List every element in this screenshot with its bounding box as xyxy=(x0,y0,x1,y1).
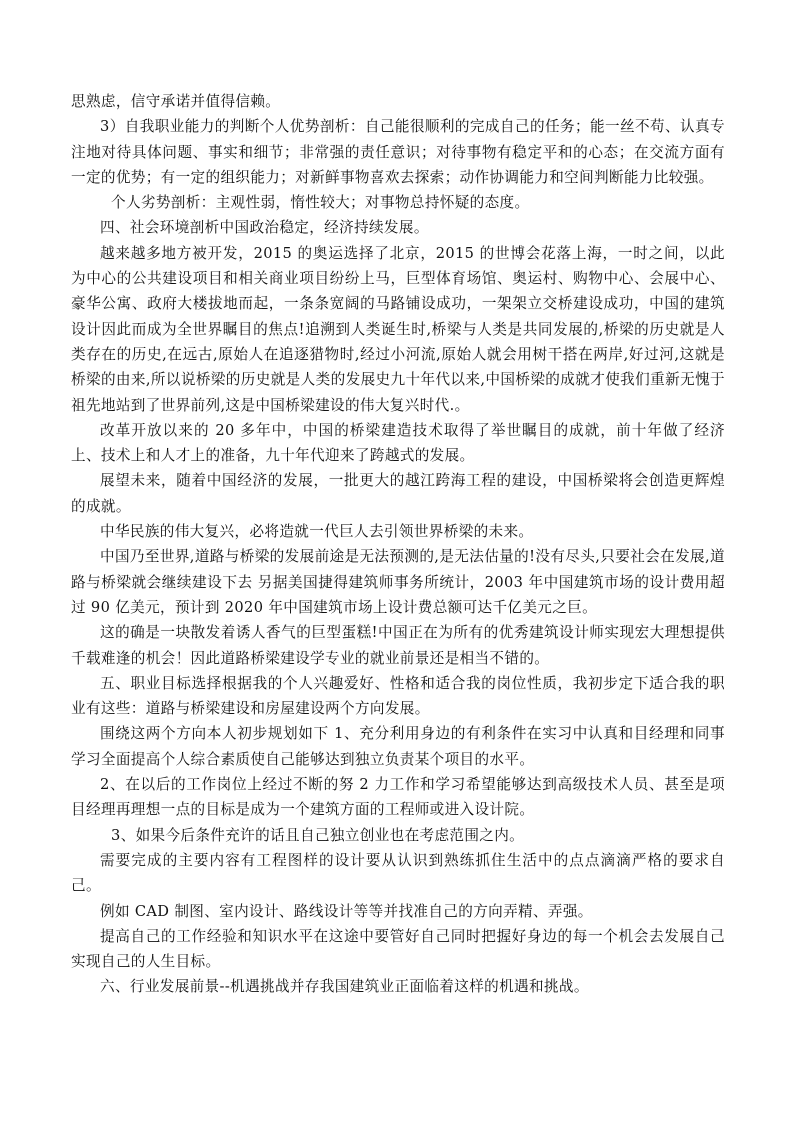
paragraph-section-4-heading: 四、社会环境剖析中国政治稳定，经济持续发展。 xyxy=(100,219,429,237)
paragraph-reform-bridges: 改革开放以来的 20 多年中，中国的桥梁建造技术取得了举世瞩目的成就，前十年做了经济上、技术上和人才上的准备，九十年代迎来了跨越式的发展。 xyxy=(71,421,725,465)
paragraph-market-statistics: 中国乃至世界,道路与桥梁的发展前途是无法预测的,是无法估量的!没有尽头,只要社会在发展,道路与桥梁就会继续建设下去 另据美国捷得建筑师事务所统计，2003 年中国建筑市场的设计费用超过 90 亿美元，预计到 2020 年中国建筑市场上设计费总额可达千亿美元之巨。 xyxy=(71,548,725,616)
document-body xyxy=(71,89,725,1000)
paragraph-improve-self: 提高自己的工作经验和知识水平在这途中要管好自己同时把握好身边的每一个机会去发展自己实现自己的人生目标。 xyxy=(71,927,725,971)
paragraph-continuation: 思熟虑，信守承诺并值得信赖。 xyxy=(71,93,281,110)
paragraph-required-work: 需要完成的主要内容有工程图样的设计要从认识到熟练抓住生活中的点点滴滴严格的要求自己。 xyxy=(71,851,725,895)
paragraph-self-weaknesses: 个人劣势剖析：主观性弱，惰性较大；对事物总持怀疑的态度。 xyxy=(111,194,530,212)
paragraph-development-history: 越来越多地方被开发，2015 的奥运选择了北京，2015 的世博会花落上海，一时之间，以此为中心的公共建设项目和相关商业项目纷纷上马，巨型体育场馆、奥运村、购物中心、会展中心、豪华公寓、政府大楼拔地而起，一条条宽阔的马路铺设成功，一架架立交桥建设成功，中国的建筑设计因此而成为全世界瞩目的焦点!追溯到人类诞生时,桥梁与人类是共同发展的,桥梁的历史就是人类存在的历史,在远古,原始人在追逐猎物时,经过小河流,原始人就会用树干搭在两岸,好过河,这就是桥梁的由来,所以说桥梁的历史就是人类的发展史九十年代以来,中国桥梁的成就才使我们重新无愧于祖先地站到了世界前列,这是中国桥梁建设的伟大复兴时代.。 xyxy=(71,244,725,414)
paragraph-plan-step-2: 2、在以后的工作岗位上经过不断的努 2 力工作和学习希望能够达到高级技术人员、甚至是项目经理再理想一点的目标是成为一个建筑方面的工程师或进入设计院。 xyxy=(71,776,725,819)
paragraph-plan-step-3: 3、如果今后条件充许的话且自己独立创业也在考虑范围之内。 xyxy=(111,826,525,844)
paragraph-section-6-heading: 六、行业发展前景--机遇挑战并存我国建筑业正面临着这样的机遇和挑战。 xyxy=(100,978,589,996)
paragraph-self-strengths: 3）自我职业能力的判断个人优势剖析：自己能很顺利的完成自己的任务；能一丝不苟、认真专注地对待具体问题、事实和细节；非常强的责任意识；对待事物有稳定平和的心态；在交流方面有一定的优势；有一定的组织能力；对新鲜事物喜欢去探索；动作协调能力和空间判断能力比较强。 xyxy=(71,118,725,186)
paragraph-future-outlook: 展望未来，随着中国经济的发展，一批更大的越江跨海工程的建设，中国桥梁将会创造更辉煌的成就。 xyxy=(71,472,725,515)
paragraph-national-revival: 中华民族的伟大复兴，必将造就一代巨人去引领世界桥梁的未来。 xyxy=(100,523,534,541)
paragraph-employment-prospects: 这的确是一块散发着诱人香气的巨型蛋糕!中国正在为所有的优秀建筑设计师实现宏大理想提供千载难逢的机会！因此道路桥梁建设学专业的就业前景还是相当不错的。 xyxy=(71,624,725,667)
paragraph-section-5-goals: 五、职业目标选择根据我的个人兴趣爱好、性格和适合我的岗位性质，我初步定下适合我的职业有这些：道路与桥梁建设和房屋建设两个方向发展。 xyxy=(71,674,725,718)
paragraph-plan-step-1: 围绕这两个方向本人初步规划如下 1、充分利用身边的有利条件在实习中认真和目经理和同事学习全面提高个人综合素质使自己能够达到独立负责某个项目的水平。 xyxy=(71,725,725,768)
paragraph-examples: 例如 CAD 制图、室内设计、路线设计等等并找准自己的方向弄精、弄强。 xyxy=(100,902,593,920)
